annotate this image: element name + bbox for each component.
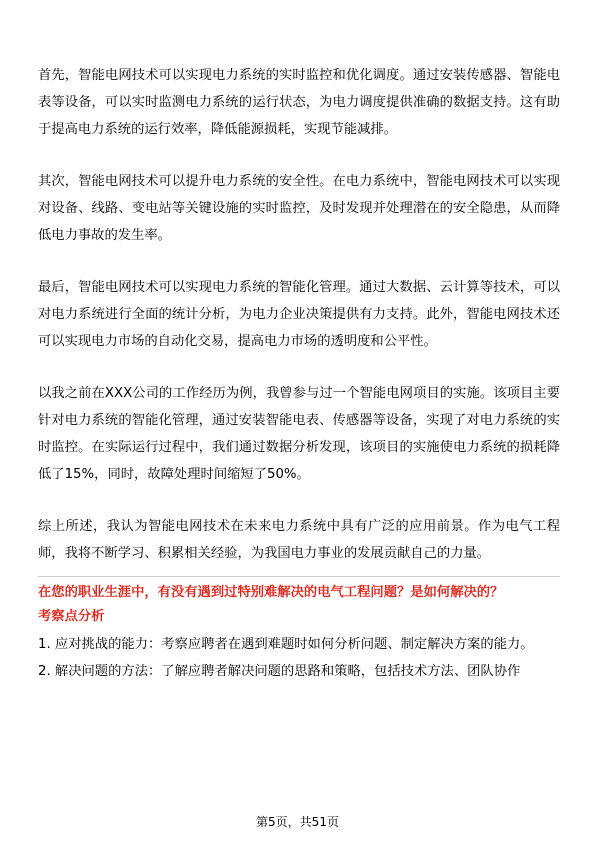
section-divider xyxy=(38,576,560,577)
paragraph-1: 首先，智能电网技术可以实现电力系统的实时监控和优化调度。通过安装传感器、智能电表等设备，可以实时监测电力系统的运行状态，为电力调度提供准确的数据支持。这有助于提高电力系统的运行效率，降低能源损耗，实现节能减排。 xyxy=(38,68,560,137)
paragraph-3: 最后，智能电网技术可以实现电力系统的智能化管理。通过大数据、云计算等技术，可以对电力系统进行全面的统计分析，为电力企业决策提供有力支持。此外，智能电网技术还可以实现电力市场的自动化交易，提高电力市场的透明度和公平性。 xyxy=(38,280,560,349)
interview-question: 在您的职业生涯中，有没有遇到过特别难解决的电气工程问题？是如何解决的？ xyxy=(38,585,504,600)
analysis-item-2: 2. 解决问题的方法：了解应聘者解决问题的思路和策略，包括技术方法、团队协作 xyxy=(38,664,521,679)
analysis-item-1: 1. 应对挑战的能力：考察应聘者在遇到难题时如何分析问题、制定解决方案的能力。 xyxy=(38,637,534,652)
paragraph-gap xyxy=(38,249,560,274)
paragraph-gap xyxy=(38,143,560,168)
page-footer: 第5页，共51页 xyxy=(256,815,339,829)
paragraph-4: 以我之前在XXX公司的工作经历为例，我曾参与过一个智能电网项目的实施。该项目主要针对电力系统的智能化管理，通过安装智能电表、传感器等设备，实现了对电力系统的实时监控。在实际运行过程中，我们通过数据分析发现，该项目的实施使电力系统的损耗降低了15%，同时，故障处理时间缩短了50%。 xyxy=(38,386,560,482)
document-body xyxy=(38,62,560,685)
paragraph-5: 综上所述，我认为智能电网技术在未来电力系统中具有广泛的应用前景。作为电气工程师，我将不断学习、积累相关经验，为我国电力事业的发展贡献自己的力量。 xyxy=(38,519,560,561)
paragraph-gap xyxy=(38,355,560,380)
section-title: 考察点分析 xyxy=(38,609,105,624)
paragraph-gap xyxy=(38,488,560,513)
paragraph-2: 其次，智能电网技术可以提升电力系统的安全性。在电力系统中，智能电网技术可以实现对设备、线路、变电站等关键设施的实时监控，及时发现并处理潜在的安全隐患，从而降低电力事故的发生率。 xyxy=(38,174,560,243)
